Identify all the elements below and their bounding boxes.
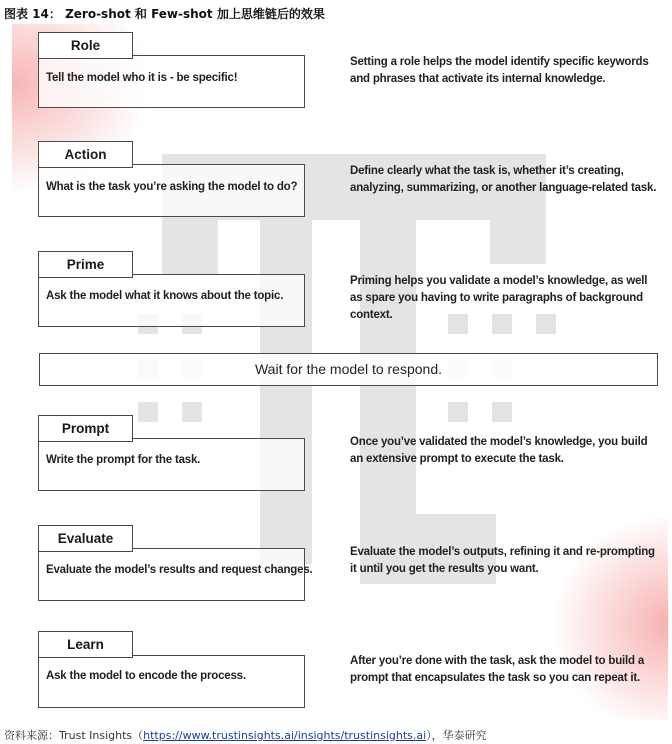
source-note — [4, 727, 487, 743]
step-instruction-action: What is the task you’re asking the model to do? — [46, 181, 298, 193]
watermark-logo — [448, 402, 468, 422]
framework-panel — [12, 24, 668, 720]
step-label-prompt: Prompt — [38, 415, 133, 442]
step-description-prime: Priming helps you validate a model’s knowledge, as well as spare you having to write paragraphs of background context. — [350, 275, 648, 321]
source-prefix: 资料来源：Trust Insights（ — [4, 729, 144, 742]
source-link[interactable]: https://www.trustinsights.ai/insights/trustinsights.ai — [143, 729, 427, 742]
step-description-role: Setting a role helps the model identify specific keywords and phrases that activate its internal knowledge. — [350, 56, 649, 85]
figure-title-text: Zero-shot 和 Few-shot 加上思维链后的效果 — [65, 7, 325, 21]
figure-title — [4, 5, 325, 22]
watermark-logo — [360, 204, 416, 584]
step-instruction-learn: Ask the model to encode the process. — [46, 670, 246, 682]
step-label-prime: Prime — [38, 251, 133, 278]
wait-for-response-bar: Wait for the model to respond. — [39, 353, 658, 386]
step-description-action: Define clearly what the task is, whether it’s creating, analyzing, summarizing, or another language-related task. — [350, 165, 657, 194]
step-instruction-prime: Ask the model what it knows about the topic. — [46, 290, 284, 302]
step-label-evaluate: Evaluate — [38, 525, 133, 552]
source-suffix: ），华泰研究 — [426, 729, 487, 742]
watermark-logo — [492, 402, 512, 422]
step-label-role: Role — [38, 32, 133, 59]
step-description-evaluate: Evaluate the model’s outputs, refining it and re-prompting it until you get the results you want. — [350, 546, 655, 575]
step-label-action: Action — [38, 141, 133, 168]
step-instruction-role: Tell the model who it is - be specific! — [46, 72, 238, 84]
step-description-prompt: Once you’ve validated the model’s knowledge, you build an extensive prompt to execute the task. — [350, 436, 648, 465]
watermark-logo — [182, 402, 202, 422]
step-instruction-prompt: Write the prompt for the task. — [46, 454, 201, 466]
watermark-logo — [138, 402, 158, 422]
step-instruction-evaluate: Evaluate the model’s results and request changes. — [46, 564, 313, 576]
step-description-learn: After you’re done with the task, ask the model to build a prompt that encapsulates the task so you can repeat it. — [350, 655, 645, 684]
figure-label: 图表 14： — [4, 7, 61, 21]
step-label-learn: Learn — [38, 631, 133, 658]
